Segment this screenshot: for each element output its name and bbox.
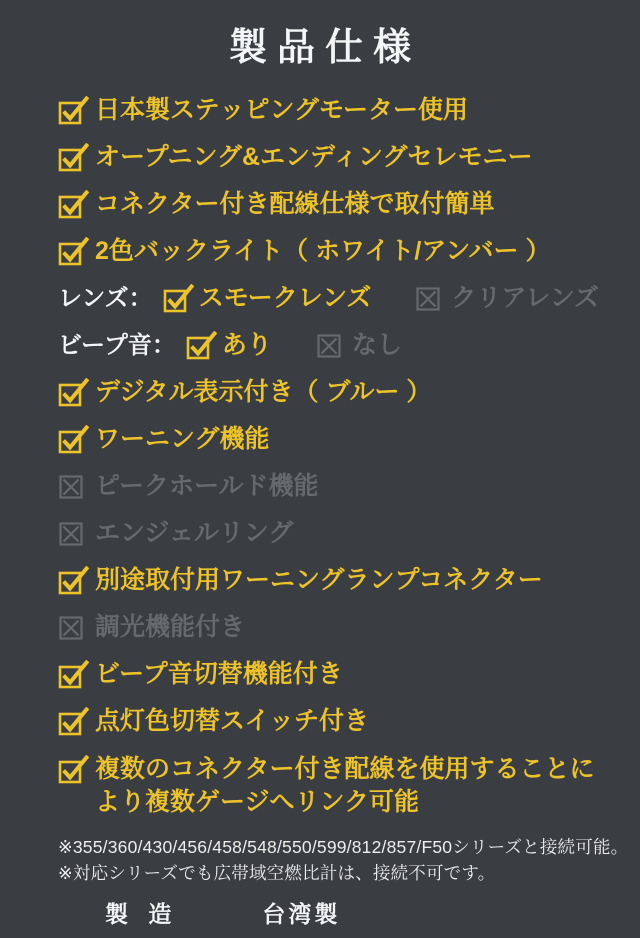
feature-row bbox=[58, 463, 640, 510]
feature-row bbox=[58, 369, 640, 416]
feature-row bbox=[58, 134, 640, 181]
checked-checkbox-icon bbox=[58, 143, 95, 172]
beep-option-unselected bbox=[316, 333, 402, 358]
feature-label-line1: 複数のコネクター付き配線を使用することに bbox=[95, 755, 595, 783]
feature-row bbox=[58, 87, 640, 134]
footnotes bbox=[58, 834, 640, 886]
manufacture-row bbox=[105, 903, 640, 926]
feature-label: エンジェルリング bbox=[95, 519, 294, 547]
beep-option-selected bbox=[186, 331, 272, 360]
lens-unselected-label: クリアレンズ bbox=[451, 284, 599, 312]
checked-checkbox-icon bbox=[58, 707, 95, 736]
checked-checkbox-icon bbox=[58, 237, 95, 266]
checked-checkbox-icon bbox=[58, 425, 95, 454]
footnote: ※対応シリーズでも広帯域空燃比計は、接続不可です。 bbox=[58, 863, 496, 883]
feature-label: 調光機能付き bbox=[95, 613, 246, 641]
feature-row bbox=[58, 557, 640, 604]
feature-label: オープニング&エンディングセレモニー bbox=[95, 143, 533, 171]
beep-unselected-label: なし bbox=[351, 331, 402, 359]
feature-row bbox=[58, 181, 640, 228]
feature-label: ビープ音切替機能付き bbox=[95, 660, 343, 688]
checked-checkbox-icon bbox=[58, 378, 95, 407]
feature-label: コネクター付き配線仕様で取付簡単 bbox=[95, 190, 495, 218]
checked-checkbox-icon bbox=[163, 284, 199, 313]
lens-option-unselected bbox=[415, 286, 599, 311]
checked-checkbox-icon bbox=[58, 190, 95, 219]
lens-selected-label: スモークレンズ bbox=[198, 284, 372, 312]
feature-row bbox=[58, 745, 640, 825]
manufacture-value: 台湾製 bbox=[262, 901, 341, 927]
feature-row bbox=[58, 510, 640, 557]
checked-checkbox-icon bbox=[58, 755, 95, 784]
feature-label: 点灯色切替スイッチ付き bbox=[95, 707, 370, 735]
feature-label bbox=[95, 753, 635, 819]
feature-label-line2: より複数ゲージへリンク可能 bbox=[95, 788, 420, 816]
unchecked-checkbox-icon bbox=[415, 287, 451, 311]
feature-label: 別途取付用ワーニングランプコネクター bbox=[95, 566, 543, 594]
lens-option-row bbox=[58, 275, 640, 322]
feature-label: 日本製ステッピングモーター使用 bbox=[95, 96, 469, 124]
beep-selected-label: あり bbox=[221, 331, 272, 359]
lens-option-selected bbox=[163, 284, 372, 313]
checked-checkbox-icon bbox=[58, 566, 95, 595]
footnote: ※355/360/430/456/458/548/550/599/812/857/F50シリーズと接続可能。 bbox=[58, 837, 629, 857]
unchecked-checkbox-icon bbox=[316, 334, 352, 358]
unchecked-checkbox-icon bbox=[58, 616, 95, 640]
feature-row bbox=[58, 228, 640, 275]
lens-label: レンズ： bbox=[58, 284, 153, 312]
manufacture-label: 製 造 bbox=[105, 901, 179, 927]
checked-checkbox-icon bbox=[58, 660, 95, 689]
feature-label: ワーニング機能 bbox=[95, 425, 270, 453]
beep-label: ビープ音： bbox=[58, 331, 176, 359]
spec-list bbox=[0, 87, 640, 825]
feature-row bbox=[58, 416, 640, 463]
feature-row bbox=[58, 698, 640, 745]
page-title: 製品仕様 bbox=[228, 27, 421, 69]
feature-row bbox=[58, 604, 640, 651]
feature-label: デジタル表示付き（ ブルー ） bbox=[95, 378, 432, 406]
feature-label: ピークホールド機能 bbox=[95, 472, 319, 500]
beep-option-row bbox=[58, 322, 640, 369]
checked-checkbox-icon bbox=[58, 96, 95, 125]
unchecked-checkbox-icon bbox=[58, 522, 95, 546]
unchecked-checkbox-icon bbox=[58, 475, 95, 499]
feature-row bbox=[58, 651, 640, 698]
feature-label: 2色バックライト（ ホワイト/アンバー ） bbox=[95, 237, 551, 265]
checked-checkbox-icon bbox=[186, 331, 222, 360]
